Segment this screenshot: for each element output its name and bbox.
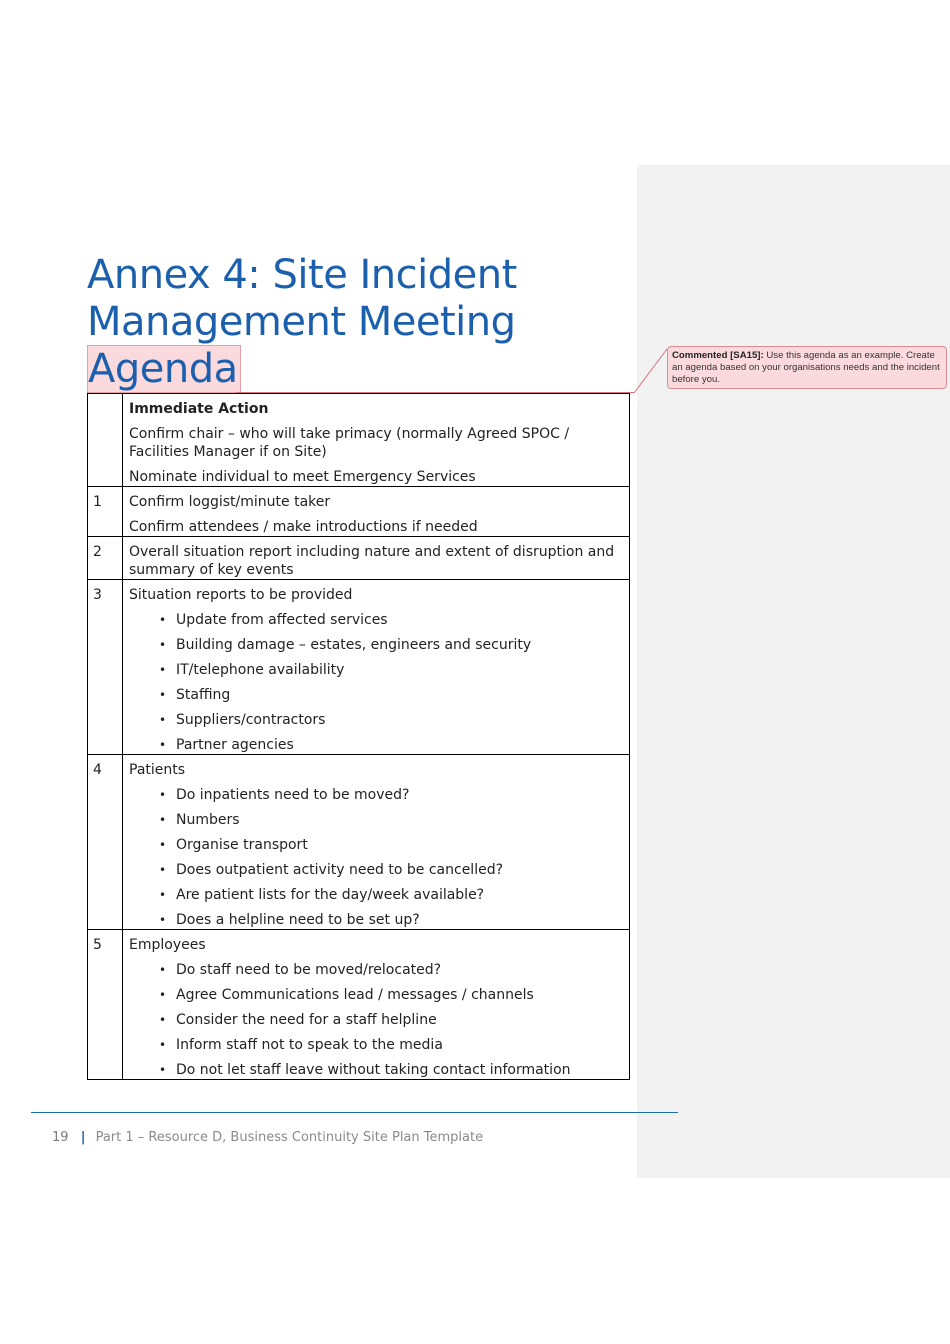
list-item: • Staffing <box>159 686 623 704</box>
title-line-2: Management Meeting <box>87 299 516 345</box>
row-content <box>123 487 630 537</box>
table-row <box>88 487 630 537</box>
list-item: • Does a helpline need to be set up? <box>159 911 623 929</box>
list-item: • Do not let staff leave without taking contact information <box>159 1061 623 1079</box>
table-row <box>88 394 630 487</box>
row-lead: Employees <box>129 937 206 953</box>
row-content <box>123 580 630 755</box>
table-row <box>88 930 630 1080</box>
agenda-table <box>87 393 630 1080</box>
comment-pane <box>637 165 950 1178</box>
list-item: • Organise transport <box>159 836 623 854</box>
row-content <box>123 537 630 580</box>
row-content <box>123 755 630 930</box>
list-item: • Partner agencies <box>159 736 623 754</box>
list-item: • Consider the need for a staff helpline <box>159 1011 623 1029</box>
comment-connector <box>634 347 668 393</box>
table-row <box>88 580 630 755</box>
page-title <box>87 252 627 393</box>
bullet-list <box>129 961 623 1079</box>
list-item: • Numbers <box>159 811 623 829</box>
bullet-list <box>129 611 623 754</box>
list-item: • Agree Communications lead / messages / channels <box>159 986 623 1004</box>
row-number: 4 <box>88 755 123 930</box>
comment-balloon[interactable] <box>667 346 947 389</box>
row-number: 3 <box>88 580 123 755</box>
footer-separator: | <box>80 1130 86 1145</box>
footer-divider <box>31 1112 678 1113</box>
list-item: • Suppliers/contractors <box>159 711 623 729</box>
row-number: 1 <box>88 487 123 537</box>
list-item: • Do inpatients need to be moved? <box>159 786 623 804</box>
row-heading: Immediate Action <box>129 401 269 417</box>
row-lead: Patients <box>129 762 186 778</box>
comment-label: Commented [SA15]: <box>672 350 764 361</box>
list-item: • IT/telephone availability <box>159 661 623 679</box>
row-content <box>123 394 630 487</box>
row-number <box>88 394 123 487</box>
page-number: 19 <box>52 1130 69 1145</box>
row-content <box>123 930 630 1080</box>
row-number: 2 <box>88 537 123 580</box>
title-line-1: Annex 4: Site Incident <box>87 252 517 298</box>
row-paragraph: Confirm loggist/minute taker <box>129 494 331 510</box>
row-paragraph: Nominate individual to meet Emergency Services <box>129 469 476 485</box>
row-paragraph: Overall situation report including nature and extent of disruption and summary of key events <box>129 544 615 578</box>
commented-text-highlight[interactable]: Agenda <box>87 345 241 393</box>
bullet-list <box>129 786 623 929</box>
table-row <box>88 537 630 580</box>
row-lead: Situation reports to be provided <box>129 587 353 603</box>
list-item: • Do staff need to be moved/relocated? <box>159 961 623 979</box>
list-item: • Does outpatient activity need to be cancelled? <box>159 861 623 879</box>
comment-text: Use this agenda as an example. Create an agenda based on your organisations needs and the incident before you. <box>672 350 940 385</box>
list-item: • Update from affected services <box>159 611 623 629</box>
footer-text: Part 1 – Resource D, Business Continuity Site Plan Template <box>95 1130 484 1145</box>
row-number: 5 <box>88 930 123 1080</box>
row-paragraph: Confirm attendees / make introductions if needed <box>129 519 478 535</box>
row-paragraph: Confirm chair – who will take primacy (normally Agreed SPOC / Facilities Manager if on Site) <box>129 426 570 460</box>
page-footer <box>52 1130 483 1145</box>
list-item: • Building damage – estates, engineers and security <box>159 636 623 654</box>
table-row <box>88 755 630 930</box>
list-item: • Are patient lists for the day/week available? <box>159 886 623 904</box>
list-item: • Inform staff not to speak to the media <box>159 1036 623 1054</box>
